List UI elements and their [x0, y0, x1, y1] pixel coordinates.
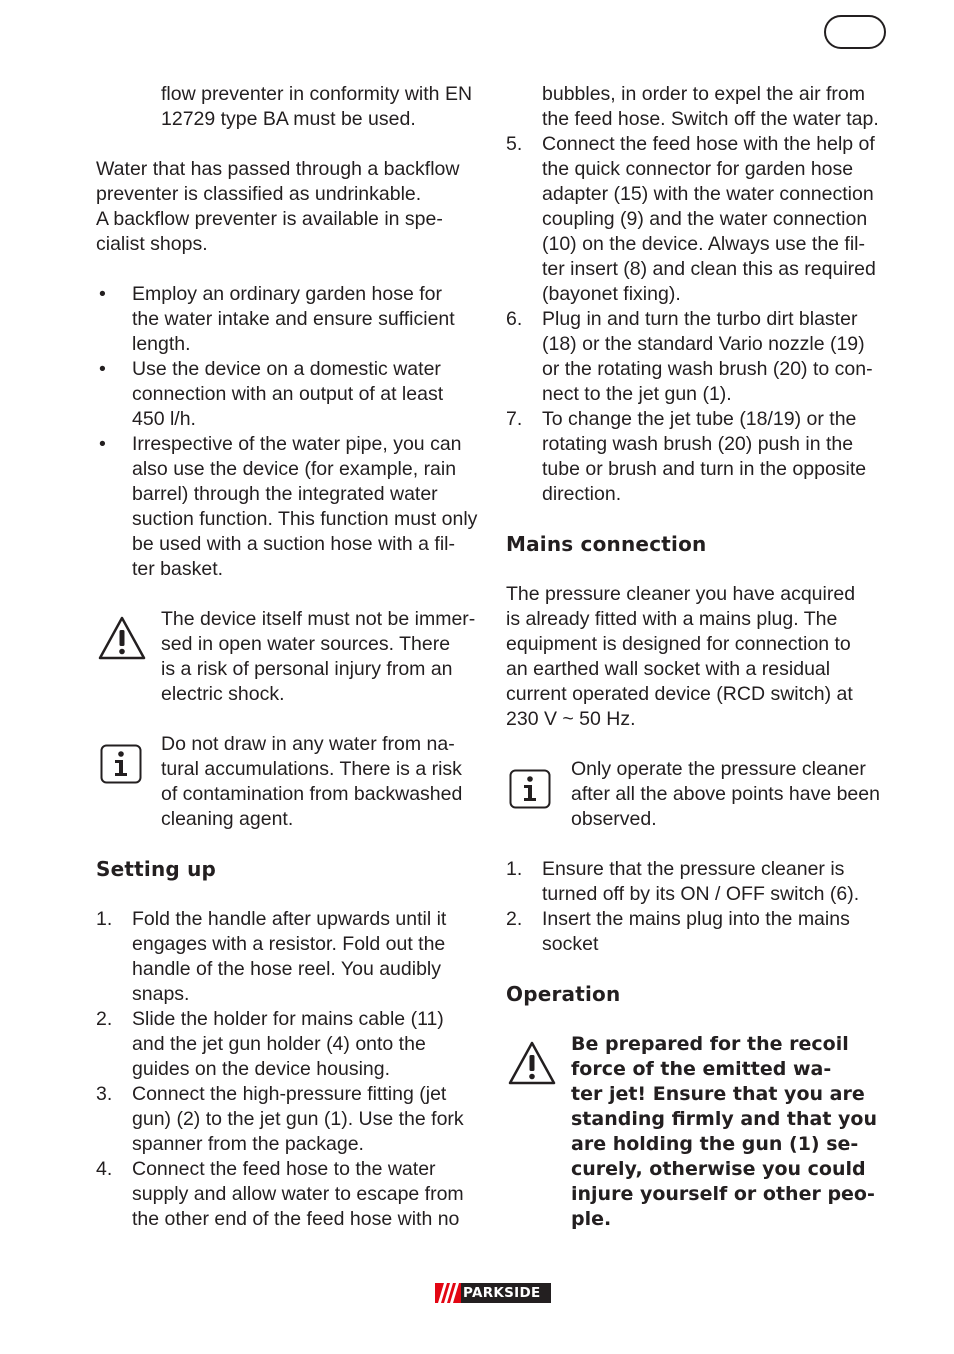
text-line: (18) or the standard Vario nozzle (19) — [542, 333, 865, 355]
text-line: the other end of the feed hose with no — [132, 1208, 460, 1230]
right-column — [506, 82, 896, 1232]
list-item — [96, 1082, 486, 1157]
list-item — [96, 1007, 486, 1082]
text-line: (bayonet fixing). — [542, 283, 681, 305]
info-notice — [506, 757, 896, 832]
text-line: Only operate the pressure cleaner — [571, 758, 866, 780]
text-line: Connect the high-pressure fitting (jet — [132, 1083, 447, 1105]
text-line: Slide the holder for mains cable (11) — [132, 1008, 444, 1030]
text-line: flow preventer in conformity with EN — [161, 83, 473, 105]
step-number: 5. — [506, 133, 523, 155]
text-line: Irrespective of the water pipe, you can — [132, 433, 462, 455]
list-item — [96, 282, 486, 357]
step-number: 6. — [506, 308, 523, 330]
text-line: gun) (2) to the jet gun (1). Use the fork — [132, 1108, 464, 1130]
text-line: Water that has passed through a backflow — [96, 158, 460, 180]
text-line: the water intake and ensure sufficient — [132, 308, 455, 330]
warning-triangle-icon — [97, 615, 147, 668]
brand-name: PARKSIDE — [463, 1285, 541, 1301]
text-line: socket — [542, 933, 599, 955]
warning-notice — [96, 607, 486, 707]
text-line: tube or brush and turn in the opposite — [542, 458, 867, 480]
info-icon — [509, 769, 551, 816]
text-line: Be prepared for the recoil — [571, 1033, 849, 1055]
backflow-paragraph — [96, 157, 486, 257]
setup-steps-list-continued — [506, 132, 896, 507]
text-line: after all the above points have been — [571, 783, 880, 805]
text-line: The device itself must not be immer- — [161, 608, 476, 630]
text-line: 12729 type BA must be used. — [161, 108, 416, 130]
list-item — [96, 907, 486, 1007]
mains-steps-list — [506, 857, 896, 957]
text-line: bubbles, in order to expel the air from — [542, 83, 866, 105]
text-line: connection with an output of at least — [132, 383, 444, 405]
text-line: Plug in and turn the turbo dirt blaster — [542, 308, 858, 330]
step-number: 4. — [96, 1158, 113, 1180]
step-number: 2. — [506, 908, 523, 930]
warning-triangle-icon — [507, 1040, 557, 1093]
text-line: The pressure cleaner you have acquired — [506, 583, 856, 605]
text-line: adapter (15) with the water connection — [542, 183, 874, 205]
parkside-logo — [435, 1283, 551, 1303]
text-line: 230 V ~ 50 Hz. — [506, 708, 636, 730]
text-line: is a risk of personal injury from an — [161, 658, 453, 680]
step-number: 7. — [506, 408, 523, 430]
text-line: sed in open water sources. There — [161, 633, 451, 655]
text-line: Do not draw in any water from na- — [161, 733, 455, 755]
step-number: 2. — [96, 1008, 113, 1030]
text-line: and the jet gun holder (4) onto the — [132, 1033, 426, 1055]
mains-paragraph — [506, 582, 896, 732]
text-line: ple. — [571, 1208, 612, 1230]
list-item — [506, 907, 896, 957]
text-line: Fold the handle after upwards until it — [132, 908, 447, 930]
warning-notice — [506, 1032, 896, 1232]
text-line: or the rotating wash brush (20) to con- — [542, 358, 873, 380]
text-line: suction function. This function must only — [132, 508, 478, 530]
text-line: injure yourself or other peo- — [571, 1183, 875, 1205]
text-line: Connect the feed hose with the help of — [542, 133, 875, 155]
text-line: electric shock. — [161, 683, 285, 705]
text-line: an earthed wall socket with a residual — [506, 658, 831, 680]
bullet-marker: • — [99, 283, 106, 305]
text-line: be used with a suction hose with a fil- — [132, 533, 456, 555]
text-line: standing firmly and that you — [571, 1108, 878, 1130]
text-line: are holding the gun (1) se- — [571, 1133, 859, 1155]
info-icon — [100, 744, 142, 791]
text-line: barrel) through the integrated water — [132, 483, 438, 505]
text-line: current operated device (RCD switch) at — [506, 683, 853, 705]
text-line: equipment is designed for connection to — [506, 633, 851, 655]
text-line: nect to the jet gun (1). — [542, 383, 732, 405]
text-line: curely, otherwise you could — [571, 1158, 866, 1180]
text-line: force of the emitted wa- — [571, 1058, 832, 1080]
section-heading-setting-up: Setting up — [96, 857, 217, 881]
text-line: cleaning agent. — [161, 808, 294, 830]
continued-step-text — [506, 82, 896, 132]
intro-text — [96, 82, 486, 132]
text-line: A backflow preventer is available in spe- — [96, 208, 443, 230]
text-line: 450 l/h. — [132, 408, 196, 430]
list-item — [506, 407, 896, 507]
text-line: the quick connector for garden hose — [542, 158, 854, 180]
list-item — [506, 132, 896, 307]
text-line: Ensure that the pressure cleaner is — [542, 858, 845, 880]
text-line: To change the jet tube (18/19) or the — [542, 408, 857, 430]
text-line: snaps. — [132, 983, 190, 1005]
setup-steps-list — [96, 907, 486, 1232]
language-badge — [824, 15, 886, 49]
text-line: cialist shops. — [96, 233, 208, 255]
parkside-stripes-icon — [435, 1283, 461, 1303]
list-item — [506, 307, 896, 407]
bullet-marker: • — [99, 433, 106, 455]
text-line: turned off by its ON / OFF switch (6). — [542, 883, 860, 905]
section-heading-mains-connection: Mains connection — [506, 532, 707, 556]
text-line: ter jet! Ensure that you are — [571, 1083, 865, 1105]
text-line: (10) on the device. Always use the fil- — [542, 233, 865, 255]
text-line: Use the device on a domestic water — [132, 358, 441, 380]
list-item — [96, 432, 486, 582]
text-line: also use the device (for example, rain — [132, 458, 457, 480]
bullet-marker: • — [99, 358, 106, 380]
list-item — [96, 357, 486, 432]
step-number: 1. — [96, 908, 113, 930]
text-line: engages with a resistor. Fold out the — [132, 933, 446, 955]
left-column — [96, 82, 486, 1232]
text-line: Insert the mains plug into the mains — [542, 908, 850, 930]
text-line: the feed hose. Switch off the water tap. — [542, 108, 879, 130]
text-line: ter insert (8) and clean this as required — [542, 258, 876, 280]
step-number: 3. — [96, 1083, 113, 1105]
bullet-list — [96, 282, 486, 582]
text-line: Connect the feed hose to the water — [132, 1158, 436, 1180]
text-line: of contamination from backwashed — [161, 783, 463, 805]
text-line: handle of the hose reel. You audibly — [132, 958, 442, 980]
text-line: direction. — [542, 483, 622, 505]
text-line: supply and allow water to escape from — [132, 1183, 464, 1205]
list-item — [506, 857, 896, 907]
text-line: tural accumulations. There is a risk — [161, 758, 462, 780]
text-line: guides on the device housing. — [132, 1058, 391, 1080]
list-item — [96, 1157, 486, 1232]
text-line: rotating wash brush (20) push in the — [542, 433, 854, 455]
text-line: is already fitted with a mains plug. The — [506, 608, 838, 630]
step-number: 1. — [506, 858, 523, 880]
text-line: spanner from the package. — [132, 1133, 364, 1155]
text-line: Employ an ordinary garden hose for — [132, 283, 443, 305]
text-line: observed. — [571, 808, 657, 830]
text-line: ter basket. — [132, 558, 224, 580]
text-line: preventer is classified as undrinkable. — [96, 183, 422, 205]
section-heading-operation: Operation — [506, 982, 621, 1006]
text-line: coupling (9) and the water connection — [542, 208, 868, 230]
text-line: length. — [132, 333, 191, 355]
info-notice — [96, 732, 486, 832]
